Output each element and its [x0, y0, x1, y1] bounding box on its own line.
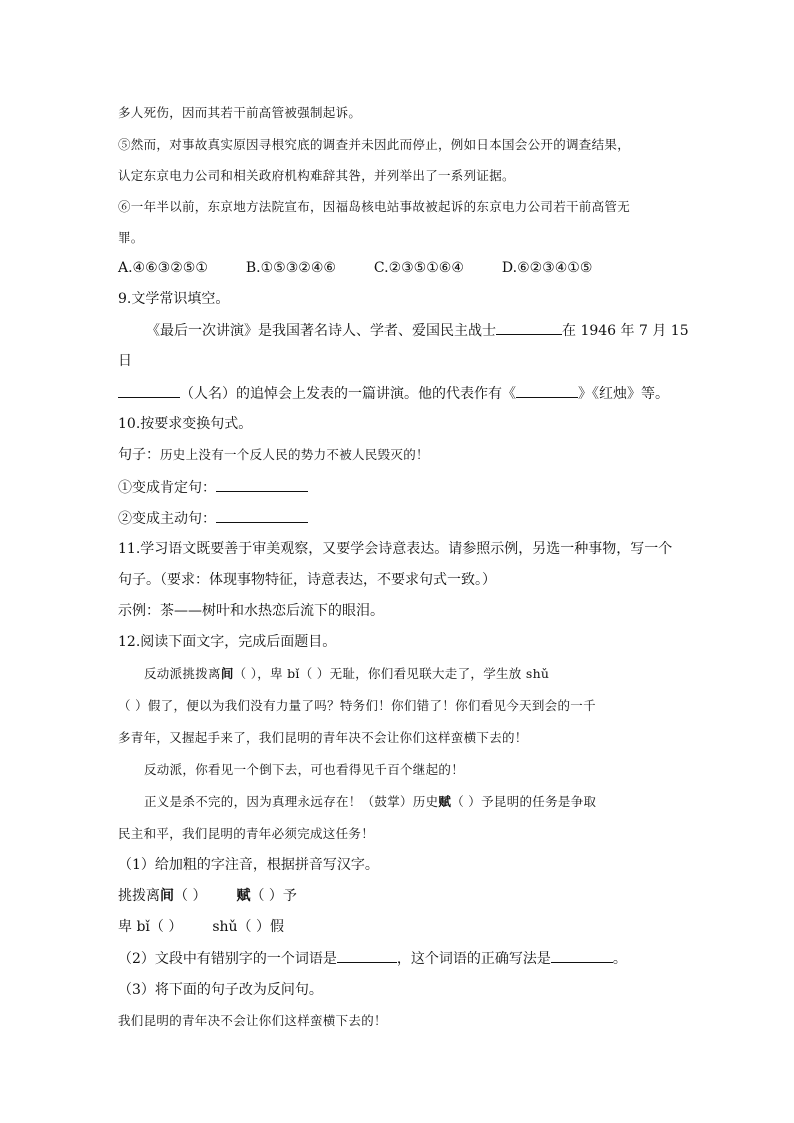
q12-paragraph-3-line-1: [118, 793, 596, 811]
bold-char: 赋: [438, 794, 452, 809]
passage-line-4: ⑥一年半以前，东京地方法院宣布，因福岛核电站事故被起诉的东京电力公司若干前高管无: [118, 199, 631, 214]
q9-text-a: 《最后一次讲演》是我国著名诗人、学者、爱国民主战士: [146, 323, 496, 339]
q12-sub-2: [118, 949, 627, 968]
bold-char: 间: [160, 888, 174, 904]
q12-paragraph-1-line-3: 多青年，又握起手来了，我们昆明的青年决不会让你们这样蛮横下去的！: [118, 730, 528, 745]
answer-blank[interactable]: [216, 509, 308, 523]
q12-sub-1-row-2: [118, 918, 284, 936]
answer-blank[interactable]: [118, 384, 180, 398]
text: ，这个词语的正确写法是: [396, 951, 551, 967]
q10-title: 10.按要求变换句式。: [118, 416, 253, 432]
q9-title: 9.文学常识填空。: [118, 291, 230, 307]
q10-sentence: [118, 446, 429, 464]
answer-blank[interactable]: [516, 384, 578, 398]
q9-text-d: 》《红烛》等。: [578, 386, 669, 402]
answer-blank[interactable]: [496, 321, 562, 335]
q12-paragraph-2: 反动派，你看见一个倒下去，可也看得见千百个继起的！: [144, 762, 465, 777]
q11-line-1: 11.学习语文既要善于审美观察，又要学会诗意表达。请参照示例，另选一种事物，写一个: [118, 541, 673, 557]
q12-sub-3-sentence: 我们昆明的青年决不会让你们这样蛮横下去的！: [118, 1013, 387, 1028]
option-b: B.①⑤③②④⑥: [245, 260, 336, 276]
q12-sub-3: （3）将下面的句子改为反问句。: [118, 982, 323, 998]
q12-sub-1-row-1: [118, 887, 297, 905]
bold-char: 间: [220, 666, 234, 681]
text: （ ），卑 bǐ（ ）无耻，你们看见联大走了，学生放 shǔ: [233, 666, 550, 681]
q12-sub-1: （1）给加粗的字注音，根据拼音写汉字。: [118, 857, 379, 873]
q12-paragraph-3-line-2: 民主和平，我们昆明的青年必须完成这任务！: [118, 826, 375, 841]
q11-example: 示例：茶——树叶和水热恋后流下的眼泪。: [118, 603, 384, 619]
passage-line-2: ⑤然而，对事故真实原因寻根究底的调查并未因此而停止，例如日本国会公开的调查结果，: [118, 137, 631, 152]
answer-blank[interactable]: [337, 949, 397, 963]
q9-line-1: [118, 321, 689, 340]
text: （ ）予昆明的任务是争取: [451, 794, 597, 809]
text: 。: [612, 951, 627, 967]
bold-char: 赋: [236, 888, 251, 904]
option-d: D.⑥②③④①⑤: [501, 260, 593, 276]
option-a: A.④⑥③②⑤①: [118, 260, 208, 276]
text: 卑 bǐ（ ）: [118, 919, 183, 935]
q9-text-c: （人名）的追悼会上发表的一篇讲演。他的代表作有《: [180, 386, 516, 402]
q9-line-3: [118, 384, 669, 403]
item-1-label: ①变成肯定句：: [118, 480, 216, 496]
sentence-text: 历史上没有一个反人民的势力不被人民毁灭的！: [160, 447, 429, 462]
q12-paragraph-1-line-1: [118, 665, 549, 683]
text: 挑拨离: [118, 888, 160, 904]
text: shǔ（ ）假: [212, 919, 285, 935]
text: （ ）予: [250, 888, 297, 904]
option-c: C.②③⑤①⑥④: [373, 260, 464, 276]
passage-line-1: 多人死伤，因而其若干前高管被强制起诉。: [118, 105, 362, 120]
q12-paragraph-1-line-2: （ ）假了，便以为我们没有力量了吗？特务们！你们错了！你们看见今天到会的一千: [118, 698, 596, 713]
q10-item-2: [118, 509, 308, 528]
q11-line-2: 句子。（要求：体现事物特征，诗意表达，不要求句式一致。）: [118, 572, 496, 588]
item-2-label: ②变成主动句：: [118, 511, 216, 527]
text: （2）文段中有错别字的一个词语是: [118, 951, 337, 967]
text: （ ）: [174, 888, 207, 904]
q10-item-1: [118, 478, 308, 497]
text: 反动派挑拨离: [144, 666, 221, 681]
answer-blank[interactable]: [551, 949, 613, 963]
passage-line-5: 罪。: [118, 230, 144, 245]
answer-blank[interactable]: [216, 478, 308, 492]
q12-title: 12.阅读下面文字，完成后面题目。: [118, 634, 337, 650]
q9-line-2: 日: [118, 353, 132, 369]
q9-text-b: 在 1946 年 7 月 15: [562, 323, 689, 339]
sentence-label: 句子：: [118, 447, 160, 463]
text: 正义是杀不完的，因为真理永远存在！（鼓掌）历史: [144, 794, 439, 809]
q8-options: [118, 259, 592, 277]
passage-line-3: 认定东京电力公司和相关政府机构难辞其咎，并列举出了一系列证据。: [118, 168, 515, 183]
